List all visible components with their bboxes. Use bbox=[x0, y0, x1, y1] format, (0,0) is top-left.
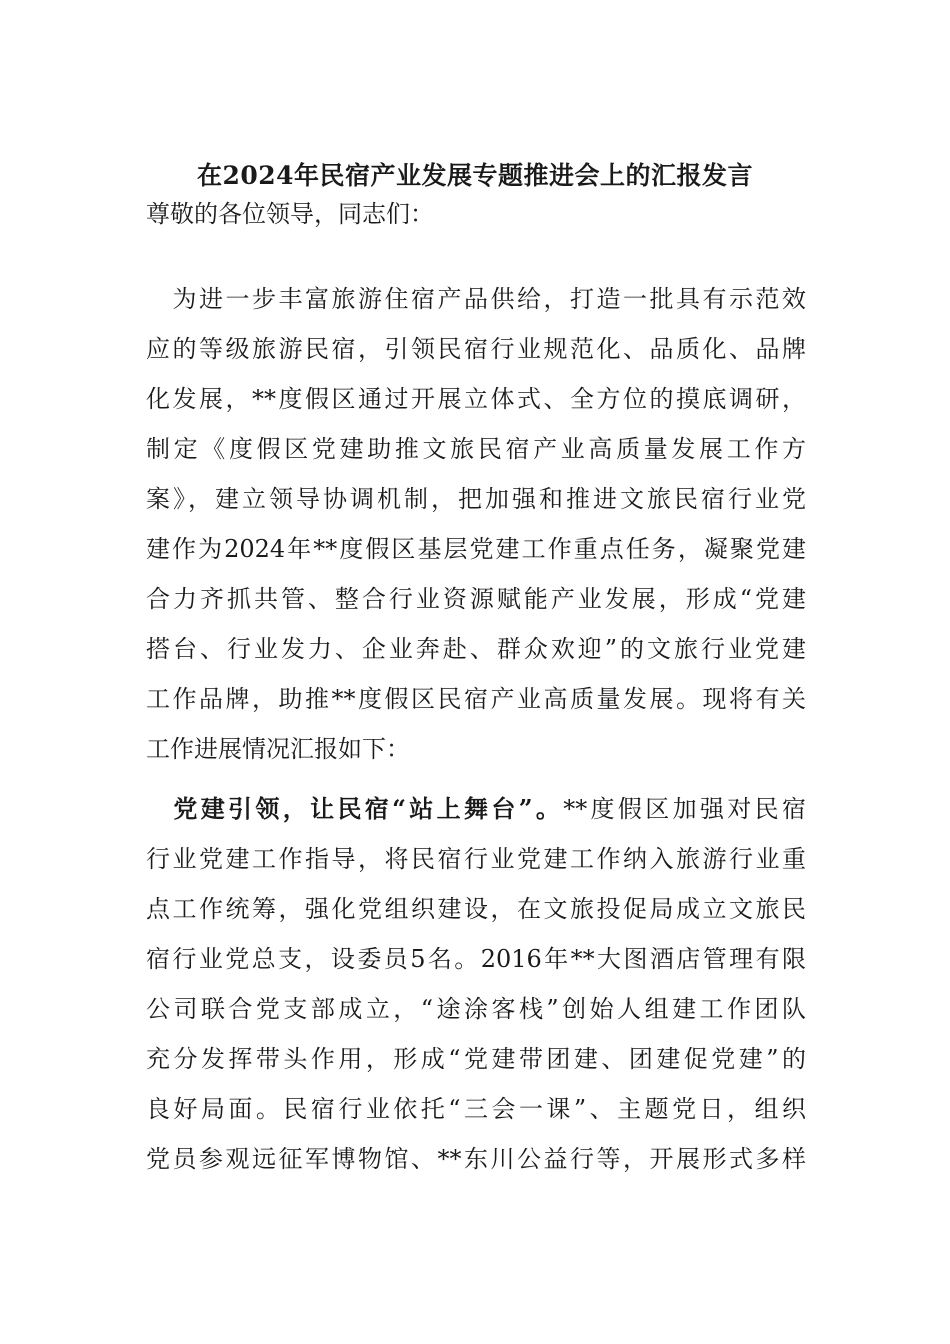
paragraph-line: 公司联合党支部成立，“途涂客栈”创始人组建工作团队 bbox=[146, 995, 806, 1023]
paragraph-line: 搭台、行业发力、企业奔赴、群众欢迎”的文旅行业党建 bbox=[146, 635, 806, 663]
paragraph-line: 建作为2024年**度假区基层党建工作重点任务，凝聚党建 bbox=[146, 535, 806, 563]
paragraph-line: 充分发挥带头作用，形成“党建带团建、团建促党建”的 bbox=[146, 1045, 806, 1073]
paragraph-line: 行业党建工作指导，将民宿行业党建工作纳入旅游行业重 bbox=[146, 845, 806, 873]
paragraph-line: 党员参观远征军博物馆、**东川公益行等，开展形式多样 bbox=[146, 1145, 806, 1173]
paragraph-line: 制定《度假区党建助推文旅民宿产业高质量发展工作方 bbox=[146, 435, 806, 463]
paragraph-line: 工作品牌，助推**度假区民宿产业高质量发展。现将有关 bbox=[146, 685, 806, 713]
salutation: 尊敬的各位领导，同志们： bbox=[146, 200, 434, 228]
paragraph-line: 工作进展情况汇报如下： bbox=[146, 735, 410, 763]
paragraph-line: 良好局面。民宿行业依托“三会一课”、主题党日，组织 bbox=[146, 1095, 806, 1123]
section-first-line bbox=[146, 791, 806, 827]
paragraph-line: 应的等级旅游民宿，引领民宿行业规范化、品质化、品牌 bbox=[146, 335, 806, 363]
paragraph-line: 点工作统筹，强化党组织建设，在文旅投促局成立文旅民 bbox=[146, 895, 806, 923]
paragraph-line: 为进一步丰富旅游住宿产品供给，打造一批具有示范效 bbox=[146, 285, 806, 313]
paragraph-line: 案》，建立领导协调机制，把加强和推进文旅民宿行业党 bbox=[146, 485, 806, 513]
section-heading: 党建引领，让民宿“站上舞台”。 bbox=[146, 794, 564, 823]
paragraph-line: 化发展，**度假区通过开展立体式、全方位的摸底调研， bbox=[146, 385, 806, 413]
paragraph-line: 宿行业党总支，设委员5名。2016年**大图酒店管理有限 bbox=[146, 945, 806, 973]
paragraph-line: 合力齐抓共管、整合行业资源赋能产业发展，形成“党建 bbox=[146, 585, 806, 613]
document-title: 在2024年民宿产业发展专题推进会上的汇报发言 bbox=[196, 161, 754, 190]
section-heading-continuation: **度假区加强对民宿 bbox=[563, 795, 806, 823]
